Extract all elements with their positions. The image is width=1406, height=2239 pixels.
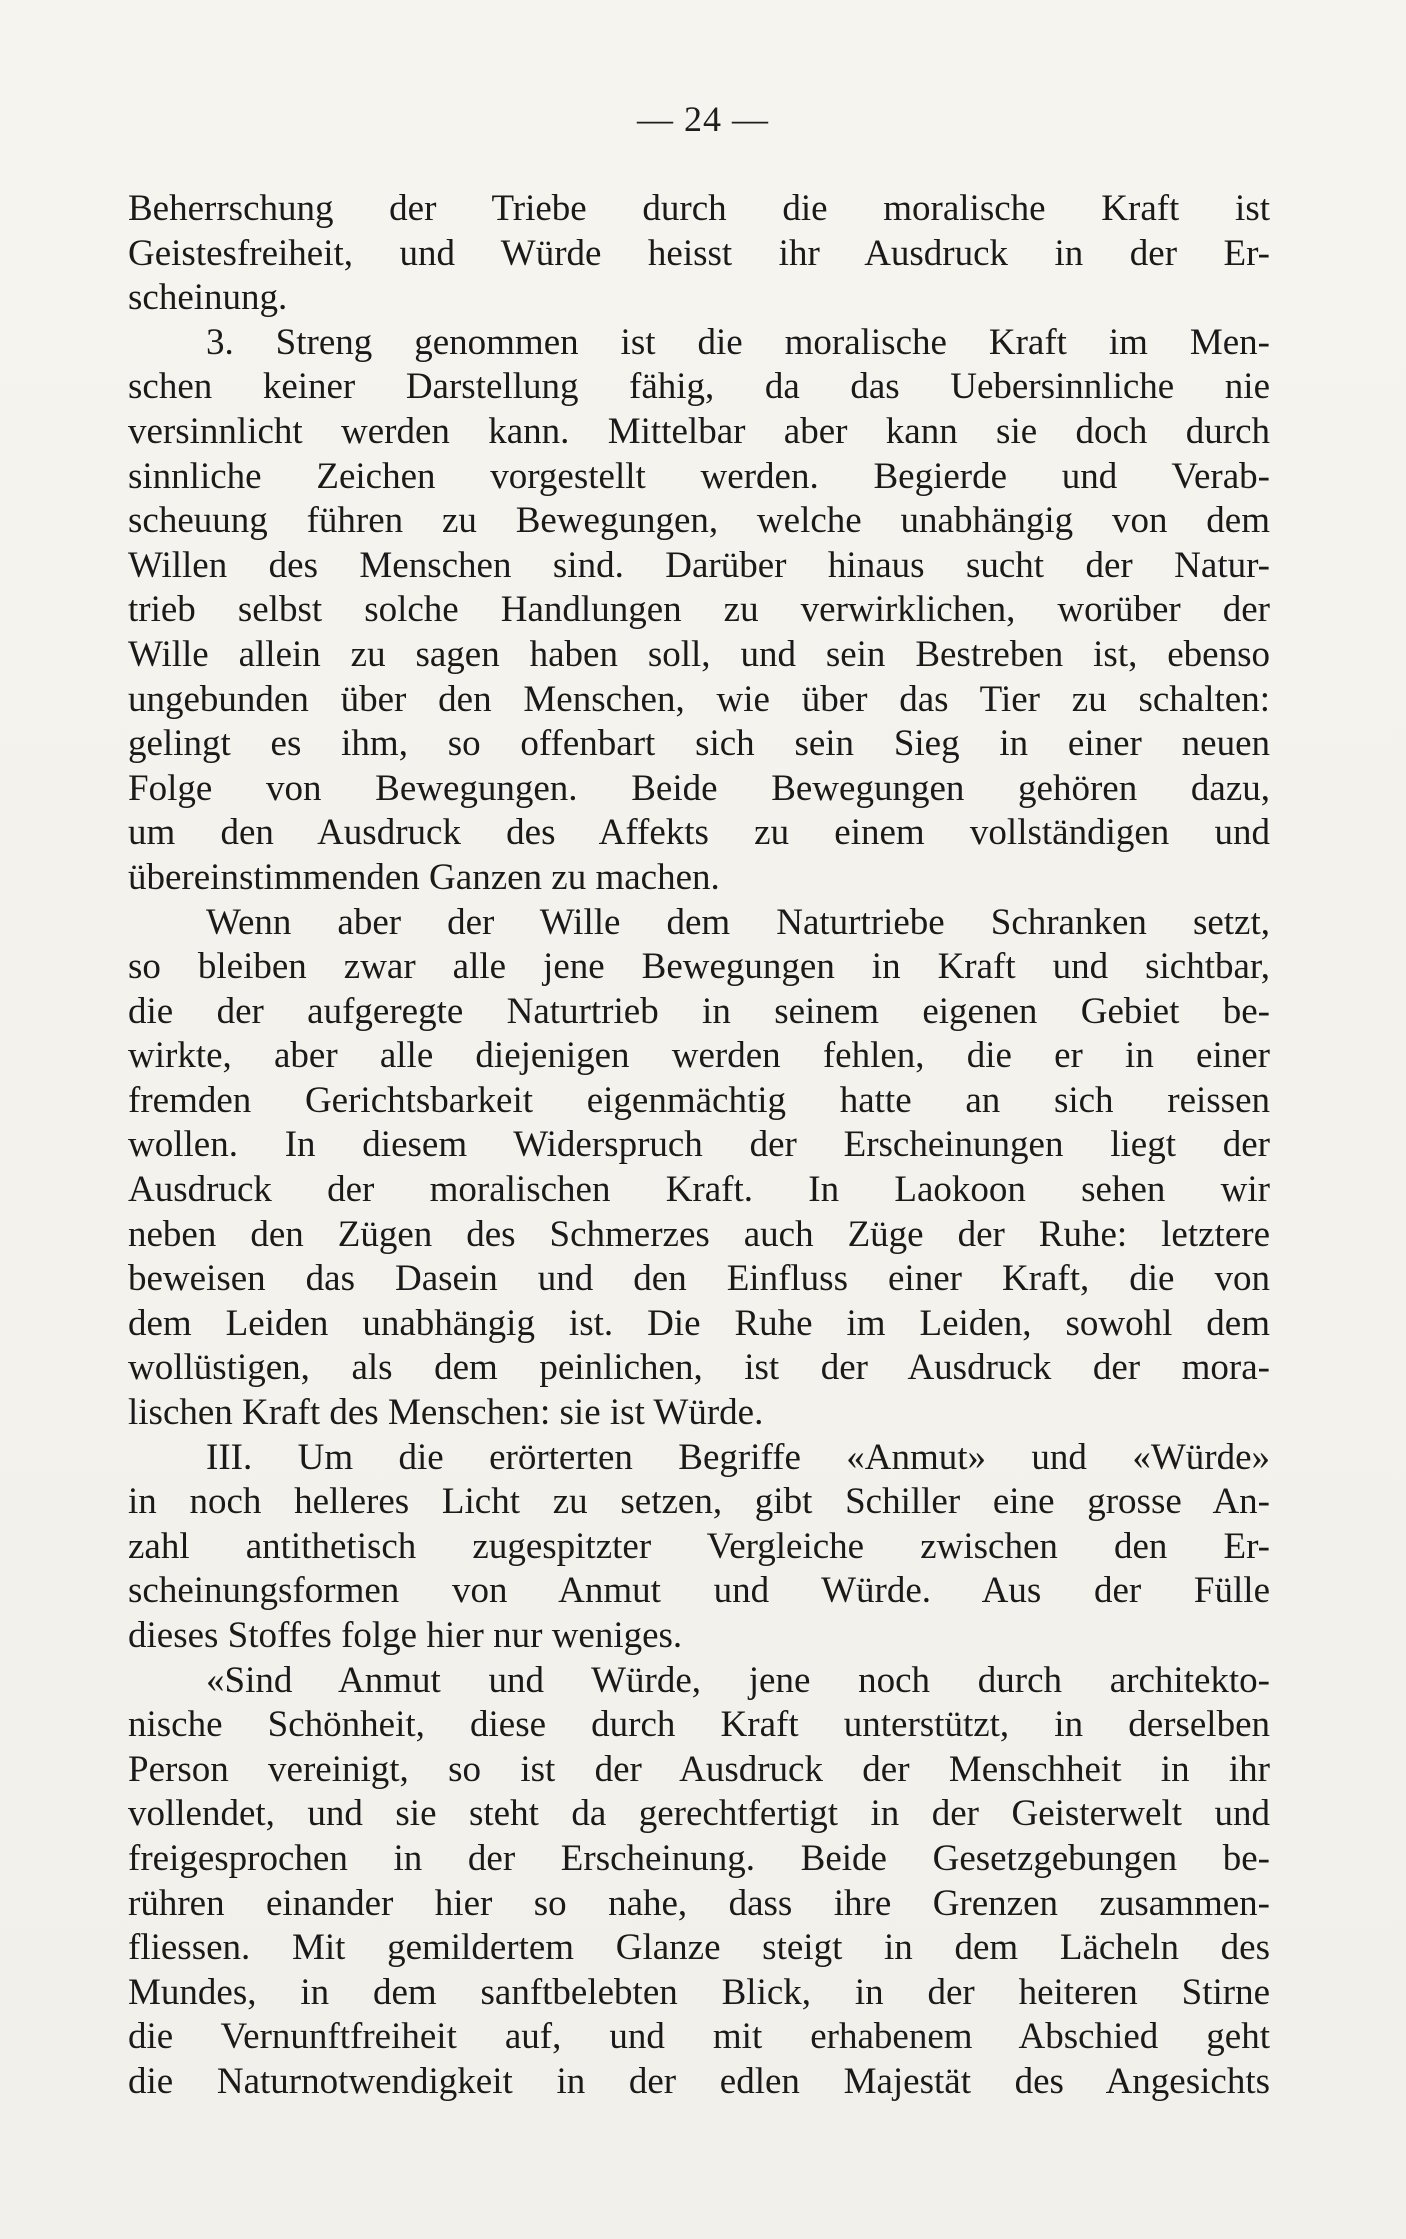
body-text [128, 187, 1270, 2105]
text-line: dem Leiden unabhängig ist. Die Ruhe im Leiden, sowohl dem [128, 1302, 1270, 1344]
text-line: scheuung führen zu Bewegungen, welche unabhängig von dem [128, 500, 1270, 542]
text-line: Willen des Menschen sind. Darüber hinaus sucht der Natur- [128, 544, 1270, 586]
text-line: wollen. In diesem Widerspruch der Erscheinungen liegt der [128, 1124, 1270, 1166]
text-line: gelingt es ihm, so offenbart sich sein Sieg in einer neuen [128, 723, 1270, 765]
text-line: trieb selbst solche Handlungen zu verwirklichen, worüber der [128, 589, 1270, 631]
text-line: Ausdruck der moralischen Kraft. In Laokoon sehen wir [128, 1169, 1270, 1211]
text-line: «Sind Anmut und Würde, jene noch durch architekto- [206, 1659, 1270, 1701]
page-number: — 24 — [637, 99, 769, 139]
text-line: in noch helleres Licht zu setzen, gibt Schiller eine grosse An- [128, 1481, 1270, 1523]
text-line: Folge von Bewegungen. Beide Bewegungen gehören dazu, [128, 767, 1270, 809]
text-line: schen keiner Darstellung fähig, da das Uebersinnliche nie [128, 366, 1270, 408]
text-line: scheinung. [128, 277, 288, 319]
text-line: freigesprochen in der Erscheinung. Beide Gesetzgebungen be- [128, 1837, 1270, 1879]
text-line: scheinungsformen von Anmut und Würde. Aus der Fülle [128, 1570, 1270, 1612]
text-line: dieses Stoffes folge hier nur weniges. [128, 1615, 683, 1656]
text-line: wollüstigen, als dem peinlichen, ist der Ausdruck der mora- [128, 1347, 1270, 1389]
text-line: versinnlicht werden kann. Mittelbar aber kann sie doch durch [128, 410, 1270, 452]
text-line: Mundes, in dem sanftbelebten Blick, in der heiteren Stirne [128, 1971, 1270, 2013]
text-line: rühren einander hier so nahe, dass ihre Grenzen zusammen- [128, 1882, 1270, 1924]
text-line: III. Um die erörterten Begriffe «Anmut» und «Würde» [206, 1436, 1270, 1478]
text-line: fliessen. Mit gemildertem Glanze steigt in dem Lächeln des [128, 1927, 1270, 1969]
text-line: zahl antithetisch zugespitzter Vergleiche zwischen den Er- [128, 1525, 1270, 1567]
text-line: vollendet, und sie steht da gerechtfertigt in der Geisterwelt und [128, 1793, 1270, 1835]
text-line: neben den Zügen des Schmerzes auch Züge der Ruhe: letztere [128, 1213, 1270, 1255]
text-line: Geistesfreiheit, und Würde heisst ihr Ausdruck in der Er- [128, 232, 1270, 274]
text-line: die der aufgeregte Naturtrieb in seinem eigenen Gebiet be- [128, 990, 1270, 1032]
text-line: lischen Kraft des Menschen: sie ist Würde. [128, 1392, 764, 1434]
text-line: fremden Gerichtsbarkeit eigenmächtig hatte an sich reissen [128, 1079, 1270, 1121]
text-line: wirkte, aber alle diejenigen werden fehlen, die er in einer [128, 1035, 1270, 1077]
text-line: übereinstimmenden Ganzen zu machen. [128, 856, 720, 898]
text-line: ungebunden über den Menschen, wie über das Tier zu schalten: [128, 678, 1270, 720]
text-line: beweisen das Dasein und den Einfluss einer Kraft, die von [128, 1258, 1270, 1300]
text-line: so bleiben zwar alle jene Bewegungen in Kraft und sichtbar, [128, 946, 1270, 988]
text-line: die Vernunftfreiheit auf, und mit erhabenem Abschied geht [128, 2016, 1270, 2058]
text-line: Wenn aber der Wille dem Naturtriebe Schranken setzt, [206, 901, 1270, 943]
text-line: um den Ausdruck des Affekts zu einem vollständigen und [128, 812, 1270, 854]
text-line: Beherrschung der Triebe durch die moralische Kraft ist [128, 188, 1270, 229]
text-line: die Naturnotwendigkeit in der edlen Majestät des Angesichts [128, 2060, 1270, 2102]
text-line: 3. Streng genommen ist die moralische Kraft im Men- [206, 321, 1270, 363]
text-line: Wille allein zu sagen haben soll, und sein Bestreben ist, ebenso [128, 633, 1270, 675]
text-line: nische Schönheit, diese durch Kraft unterstützt, in derselben [128, 1704, 1270, 1746]
text-line: sinnliche Zeichen vorgestellt werden. Begierde und Verab- [128, 455, 1270, 497]
text-line: Person vereinigt, so ist der Ausdruck der Menschheit in ihr [128, 1748, 1270, 1790]
